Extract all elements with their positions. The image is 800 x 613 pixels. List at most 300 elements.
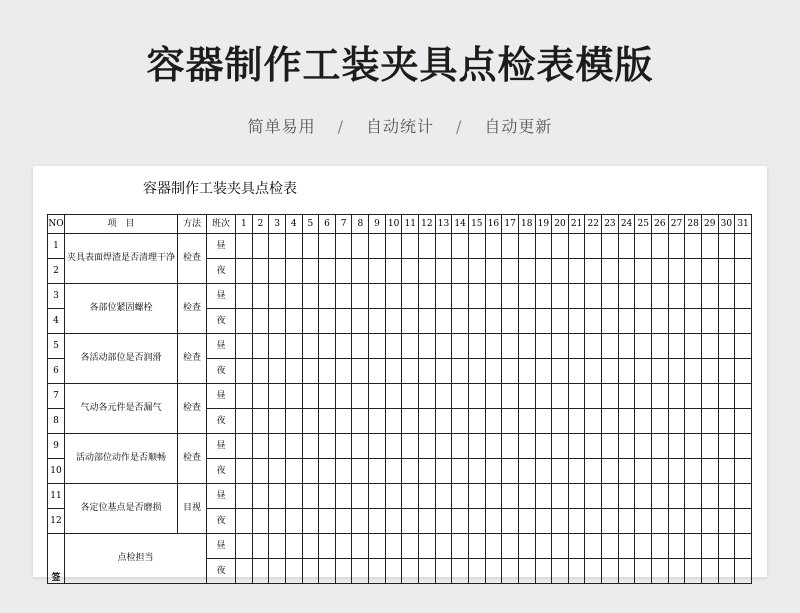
day-cell[interactable] xyxy=(668,234,685,259)
day-cell[interactable] xyxy=(502,359,519,384)
day-cell[interactable] xyxy=(635,484,652,509)
day-cell[interactable] xyxy=(468,459,485,484)
day-cell[interactable] xyxy=(618,309,635,334)
day-cell[interactable] xyxy=(236,284,253,309)
day-cell[interactable] xyxy=(485,359,502,384)
day-cell[interactable] xyxy=(402,509,419,534)
day-cell[interactable] xyxy=(236,534,253,559)
day-cell[interactable] xyxy=(485,334,502,359)
day-cell[interactable] xyxy=(285,384,302,409)
day-cell[interactable] xyxy=(352,234,369,259)
day-cell[interactable] xyxy=(485,509,502,534)
day-cell[interactable] xyxy=(335,309,352,334)
day-cell[interactable] xyxy=(402,484,419,509)
day-cell[interactable] xyxy=(269,484,286,509)
day-cell[interactable] xyxy=(369,559,386,584)
day-cell[interactable] xyxy=(635,509,652,534)
day-cell[interactable] xyxy=(236,434,253,459)
day-cell[interactable] xyxy=(252,484,269,509)
day-cell[interactable] xyxy=(369,409,386,434)
day-cell[interactable] xyxy=(335,559,352,584)
day-cell[interactable] xyxy=(668,284,685,309)
day-cell[interactable] xyxy=(335,459,352,484)
day-cell[interactable] xyxy=(668,459,685,484)
day-cell[interactable] xyxy=(685,309,702,334)
day-cell[interactable] xyxy=(385,534,402,559)
day-cell[interactable] xyxy=(535,409,552,434)
day-cell[interactable] xyxy=(419,434,436,459)
day-cell[interactable] xyxy=(419,559,436,584)
day-cell[interactable] xyxy=(568,559,585,584)
day-cell[interactable] xyxy=(718,359,735,384)
day-cell[interactable] xyxy=(236,309,253,334)
day-cell[interactable] xyxy=(468,409,485,434)
day-cell[interactable] xyxy=(435,334,452,359)
day-cell[interactable] xyxy=(269,259,286,284)
day-cell[interactable] xyxy=(552,409,569,434)
day-cell[interactable] xyxy=(269,509,286,534)
day-cell[interactable] xyxy=(419,334,436,359)
day-cell[interactable] xyxy=(518,484,535,509)
day-cell[interactable] xyxy=(468,484,485,509)
day-cell[interactable] xyxy=(585,384,602,409)
day-cell[interactable] xyxy=(285,534,302,559)
day-cell[interactable] xyxy=(685,409,702,434)
day-cell[interactable] xyxy=(385,309,402,334)
day-cell[interactable] xyxy=(735,434,752,459)
day-cell[interactable] xyxy=(602,259,619,284)
day-cell[interactable] xyxy=(635,259,652,284)
day-cell[interactable] xyxy=(552,334,569,359)
day-cell[interactable] xyxy=(568,509,585,534)
day-cell[interactable] xyxy=(252,384,269,409)
day-cell[interactable] xyxy=(568,459,585,484)
day-cell[interactable] xyxy=(302,359,319,384)
day-cell[interactable] xyxy=(718,484,735,509)
day-cell[interactable] xyxy=(285,334,302,359)
day-cell[interactable] xyxy=(485,434,502,459)
day-cell[interactable] xyxy=(635,534,652,559)
day-cell[interactable] xyxy=(535,459,552,484)
day-cell[interactable] xyxy=(252,409,269,434)
day-cell[interactable] xyxy=(285,234,302,259)
day-cell[interactable] xyxy=(335,284,352,309)
day-cell[interactable] xyxy=(452,334,469,359)
day-cell[interactable] xyxy=(518,534,535,559)
day-cell[interactable] xyxy=(369,284,386,309)
day-cell[interactable] xyxy=(685,559,702,584)
day-cell[interactable] xyxy=(652,234,669,259)
day-cell[interactable] xyxy=(369,309,386,334)
day-cell[interactable] xyxy=(385,359,402,384)
day-cell[interactable] xyxy=(435,434,452,459)
day-cell[interactable] xyxy=(652,534,669,559)
day-cell[interactable] xyxy=(701,309,718,334)
day-cell[interactable] xyxy=(585,334,602,359)
day-cell[interactable] xyxy=(602,359,619,384)
day-cell[interactable] xyxy=(585,459,602,484)
day-cell[interactable] xyxy=(652,559,669,584)
day-cell[interactable] xyxy=(435,284,452,309)
day-cell[interactable] xyxy=(252,459,269,484)
day-cell[interactable] xyxy=(435,509,452,534)
day-cell[interactable] xyxy=(302,309,319,334)
day-cell[interactable] xyxy=(652,359,669,384)
day-cell[interactable] xyxy=(685,434,702,459)
day-cell[interactable] xyxy=(319,434,336,459)
day-cell[interactable] xyxy=(269,384,286,409)
day-cell[interactable] xyxy=(701,559,718,584)
day-cell[interactable] xyxy=(685,384,702,409)
day-cell[interactable] xyxy=(419,259,436,284)
day-cell[interactable] xyxy=(585,434,602,459)
day-cell[interactable] xyxy=(285,409,302,434)
day-cell[interactable] xyxy=(236,359,253,384)
day-cell[interactable] xyxy=(468,434,485,459)
day-cell[interactable] xyxy=(602,234,619,259)
day-cell[interactable] xyxy=(735,309,752,334)
day-cell[interactable] xyxy=(435,459,452,484)
day-cell[interactable] xyxy=(518,434,535,459)
day-cell[interactable] xyxy=(535,434,552,459)
day-cell[interactable] xyxy=(468,509,485,534)
day-cell[interactable] xyxy=(468,284,485,309)
day-cell[interactable] xyxy=(552,434,569,459)
day-cell[interactable] xyxy=(552,384,569,409)
day-cell[interactable] xyxy=(618,359,635,384)
day-cell[interactable] xyxy=(718,334,735,359)
day-cell[interactable] xyxy=(701,359,718,384)
day-cell[interactable] xyxy=(269,559,286,584)
day-cell[interactable] xyxy=(602,459,619,484)
day-cell[interactable] xyxy=(468,534,485,559)
day-cell[interactable] xyxy=(402,284,419,309)
day-cell[interactable] xyxy=(285,559,302,584)
day-cell[interactable] xyxy=(419,534,436,559)
day-cell[interactable] xyxy=(302,534,319,559)
day-cell[interactable] xyxy=(485,284,502,309)
day-cell[interactable] xyxy=(518,259,535,284)
day-cell[interactable] xyxy=(602,409,619,434)
day-cell[interactable] xyxy=(302,234,319,259)
day-cell[interactable] xyxy=(701,434,718,459)
day-cell[interactable] xyxy=(635,284,652,309)
day-cell[interactable] xyxy=(319,259,336,284)
day-cell[interactable] xyxy=(352,384,369,409)
day-cell[interactable] xyxy=(285,259,302,284)
day-cell[interactable] xyxy=(585,534,602,559)
day-cell[interactable] xyxy=(735,534,752,559)
day-cell[interactable] xyxy=(502,434,519,459)
day-cell[interactable] xyxy=(419,359,436,384)
day-cell[interactable] xyxy=(502,284,519,309)
day-cell[interactable] xyxy=(236,509,253,534)
day-cell[interactable] xyxy=(335,434,352,459)
day-cell[interactable] xyxy=(518,284,535,309)
day-cell[interactable] xyxy=(602,559,619,584)
day-cell[interactable] xyxy=(485,384,502,409)
day-cell[interactable] xyxy=(652,509,669,534)
day-cell[interactable] xyxy=(668,434,685,459)
day-cell[interactable] xyxy=(335,384,352,409)
day-cell[interactable] xyxy=(269,534,286,559)
day-cell[interactable] xyxy=(518,334,535,359)
day-cell[interactable] xyxy=(352,284,369,309)
day-cell[interactable] xyxy=(668,509,685,534)
day-cell[interactable] xyxy=(602,484,619,509)
day-cell[interactable] xyxy=(485,309,502,334)
day-cell[interactable] xyxy=(385,434,402,459)
day-cell[interactable] xyxy=(452,384,469,409)
day-cell[interactable] xyxy=(402,459,419,484)
day-cell[interactable] xyxy=(369,234,386,259)
day-cell[interactable] xyxy=(385,409,402,434)
day-cell[interactable] xyxy=(685,334,702,359)
day-cell[interactable] xyxy=(568,434,585,459)
day-cell[interactable] xyxy=(518,409,535,434)
day-cell[interactable] xyxy=(319,284,336,309)
day-cell[interactable] xyxy=(302,384,319,409)
day-cell[interactable] xyxy=(502,409,519,434)
day-cell[interactable] xyxy=(402,334,419,359)
day-cell[interactable] xyxy=(435,234,452,259)
day-cell[interactable] xyxy=(618,384,635,409)
day-cell[interactable] xyxy=(535,284,552,309)
day-cell[interactable] xyxy=(369,459,386,484)
day-cell[interactable] xyxy=(468,559,485,584)
day-cell[interactable] xyxy=(502,509,519,534)
day-cell[interactable] xyxy=(252,359,269,384)
day-cell[interactable] xyxy=(735,484,752,509)
day-cell[interactable] xyxy=(485,559,502,584)
day-cell[interactable] xyxy=(319,234,336,259)
day-cell[interactable] xyxy=(535,484,552,509)
day-cell[interactable] xyxy=(285,359,302,384)
day-cell[interactable] xyxy=(602,309,619,334)
day-cell[interactable] xyxy=(535,259,552,284)
day-cell[interactable] xyxy=(552,359,569,384)
day-cell[interactable] xyxy=(252,509,269,534)
day-cell[interactable] xyxy=(435,409,452,434)
day-cell[interactable] xyxy=(236,384,253,409)
day-cell[interactable] xyxy=(435,484,452,509)
day-cell[interactable] xyxy=(602,384,619,409)
day-cell[interactable] xyxy=(385,459,402,484)
day-cell[interactable] xyxy=(302,409,319,434)
day-cell[interactable] xyxy=(502,234,519,259)
day-cell[interactable] xyxy=(252,559,269,584)
day-cell[interactable] xyxy=(402,534,419,559)
day-cell[interactable] xyxy=(535,234,552,259)
day-cell[interactable] xyxy=(502,459,519,484)
day-cell[interactable] xyxy=(685,534,702,559)
day-cell[interactable] xyxy=(618,559,635,584)
day-cell[interactable] xyxy=(252,534,269,559)
day-cell[interactable] xyxy=(701,484,718,509)
day-cell[interactable] xyxy=(635,434,652,459)
day-cell[interactable] xyxy=(468,384,485,409)
day-cell[interactable] xyxy=(285,434,302,459)
day-cell[interactable] xyxy=(252,234,269,259)
day-cell[interactable] xyxy=(302,559,319,584)
day-cell[interactable] xyxy=(319,459,336,484)
day-cell[interactable] xyxy=(718,309,735,334)
day-cell[interactable] xyxy=(585,409,602,434)
day-cell[interactable] xyxy=(652,259,669,284)
day-cell[interactable] xyxy=(618,459,635,484)
day-cell[interactable] xyxy=(685,509,702,534)
day-cell[interactable] xyxy=(285,509,302,534)
day-cell[interactable] xyxy=(352,559,369,584)
day-cell[interactable] xyxy=(435,259,452,284)
day-cell[interactable] xyxy=(319,559,336,584)
day-cell[interactable] xyxy=(419,484,436,509)
day-cell[interactable] xyxy=(701,234,718,259)
day-cell[interactable] xyxy=(402,434,419,459)
day-cell[interactable] xyxy=(535,359,552,384)
day-cell[interactable] xyxy=(319,484,336,509)
day-cell[interactable] xyxy=(568,359,585,384)
day-cell[interactable] xyxy=(452,409,469,434)
day-cell[interactable] xyxy=(352,484,369,509)
day-cell[interactable] xyxy=(335,409,352,434)
day-cell[interactable] xyxy=(602,334,619,359)
day-cell[interactable] xyxy=(468,234,485,259)
day-cell[interactable] xyxy=(385,259,402,284)
day-cell[interactable] xyxy=(435,534,452,559)
day-cell[interactable] xyxy=(319,509,336,534)
day-cell[interactable] xyxy=(535,559,552,584)
day-cell[interactable] xyxy=(718,259,735,284)
day-cell[interactable] xyxy=(568,409,585,434)
day-cell[interactable] xyxy=(552,484,569,509)
day-cell[interactable] xyxy=(352,434,369,459)
day-cell[interactable] xyxy=(568,534,585,559)
day-cell[interactable] xyxy=(668,534,685,559)
day-cell[interactable] xyxy=(269,434,286,459)
day-cell[interactable] xyxy=(402,409,419,434)
day-cell[interactable] xyxy=(419,234,436,259)
day-cell[interactable] xyxy=(618,484,635,509)
day-cell[interactable] xyxy=(652,284,669,309)
day-cell[interactable] xyxy=(452,509,469,534)
day-cell[interactable] xyxy=(718,284,735,309)
day-cell[interactable] xyxy=(335,509,352,534)
day-cell[interactable] xyxy=(735,334,752,359)
day-cell[interactable] xyxy=(236,484,253,509)
day-cell[interactable] xyxy=(419,459,436,484)
day-cell[interactable] xyxy=(335,359,352,384)
day-cell[interactable] xyxy=(618,259,635,284)
day-cell[interactable] xyxy=(652,434,669,459)
day-cell[interactable] xyxy=(352,534,369,559)
day-cell[interactable] xyxy=(618,234,635,259)
day-cell[interactable] xyxy=(668,359,685,384)
day-cell[interactable] xyxy=(302,259,319,284)
day-cell[interactable] xyxy=(685,259,702,284)
day-cell[interactable] xyxy=(335,534,352,559)
day-cell[interactable] xyxy=(352,409,369,434)
day-cell[interactable] xyxy=(568,284,585,309)
day-cell[interactable] xyxy=(635,409,652,434)
day-cell[interactable] xyxy=(419,309,436,334)
day-cell[interactable] xyxy=(468,334,485,359)
day-cell[interactable] xyxy=(585,234,602,259)
day-cell[interactable] xyxy=(518,459,535,484)
day-cell[interactable] xyxy=(518,509,535,534)
day-cell[interactable] xyxy=(302,509,319,534)
day-cell[interactable] xyxy=(735,409,752,434)
day-cell[interactable] xyxy=(518,234,535,259)
day-cell[interactable] xyxy=(718,434,735,459)
day-cell[interactable] xyxy=(568,484,585,509)
day-cell[interactable] xyxy=(269,334,286,359)
day-cell[interactable] xyxy=(485,484,502,509)
day-cell[interactable] xyxy=(518,309,535,334)
day-cell[interactable] xyxy=(435,384,452,409)
day-cell[interactable] xyxy=(435,359,452,384)
day-cell[interactable] xyxy=(718,534,735,559)
day-cell[interactable] xyxy=(701,384,718,409)
day-cell[interactable] xyxy=(369,509,386,534)
day-cell[interactable] xyxy=(502,559,519,584)
day-cell[interactable] xyxy=(652,459,669,484)
day-cell[interactable] xyxy=(319,334,336,359)
day-cell[interactable] xyxy=(701,334,718,359)
day-cell[interactable] xyxy=(319,384,336,409)
day-cell[interactable] xyxy=(369,484,386,509)
day-cell[interactable] xyxy=(552,309,569,334)
day-cell[interactable] xyxy=(635,384,652,409)
day-cell[interactable] xyxy=(518,384,535,409)
day-cell[interactable] xyxy=(402,259,419,284)
day-cell[interactable] xyxy=(269,409,286,434)
day-cell[interactable] xyxy=(485,409,502,434)
day-cell[interactable] xyxy=(452,434,469,459)
day-cell[interactable] xyxy=(385,509,402,534)
day-cell[interactable] xyxy=(635,309,652,334)
day-cell[interactable] xyxy=(335,484,352,509)
day-cell[interactable] xyxy=(668,309,685,334)
day-cell[interactable] xyxy=(685,359,702,384)
day-cell[interactable] xyxy=(419,384,436,409)
day-cell[interactable] xyxy=(369,259,386,284)
day-cell[interactable] xyxy=(369,534,386,559)
day-cell[interactable] xyxy=(385,384,402,409)
day-cell[interactable] xyxy=(285,284,302,309)
day-cell[interactable] xyxy=(552,559,569,584)
day-cell[interactable] xyxy=(419,509,436,534)
day-cell[interactable] xyxy=(269,284,286,309)
day-cell[interactable] xyxy=(319,309,336,334)
day-cell[interactable] xyxy=(352,459,369,484)
day-cell[interactable] xyxy=(518,359,535,384)
day-cell[interactable] xyxy=(535,384,552,409)
day-cell[interactable] xyxy=(452,259,469,284)
day-cell[interactable] xyxy=(618,434,635,459)
day-cell[interactable] xyxy=(668,259,685,284)
day-cell[interactable] xyxy=(552,534,569,559)
day-cell[interactable] xyxy=(285,309,302,334)
day-cell[interactable] xyxy=(701,284,718,309)
day-cell[interactable] xyxy=(668,559,685,584)
day-cell[interactable] xyxy=(452,459,469,484)
day-cell[interactable] xyxy=(302,434,319,459)
day-cell[interactable] xyxy=(352,509,369,534)
day-cell[interactable] xyxy=(585,484,602,509)
day-cell[interactable] xyxy=(602,534,619,559)
day-cell[interactable] xyxy=(718,509,735,534)
